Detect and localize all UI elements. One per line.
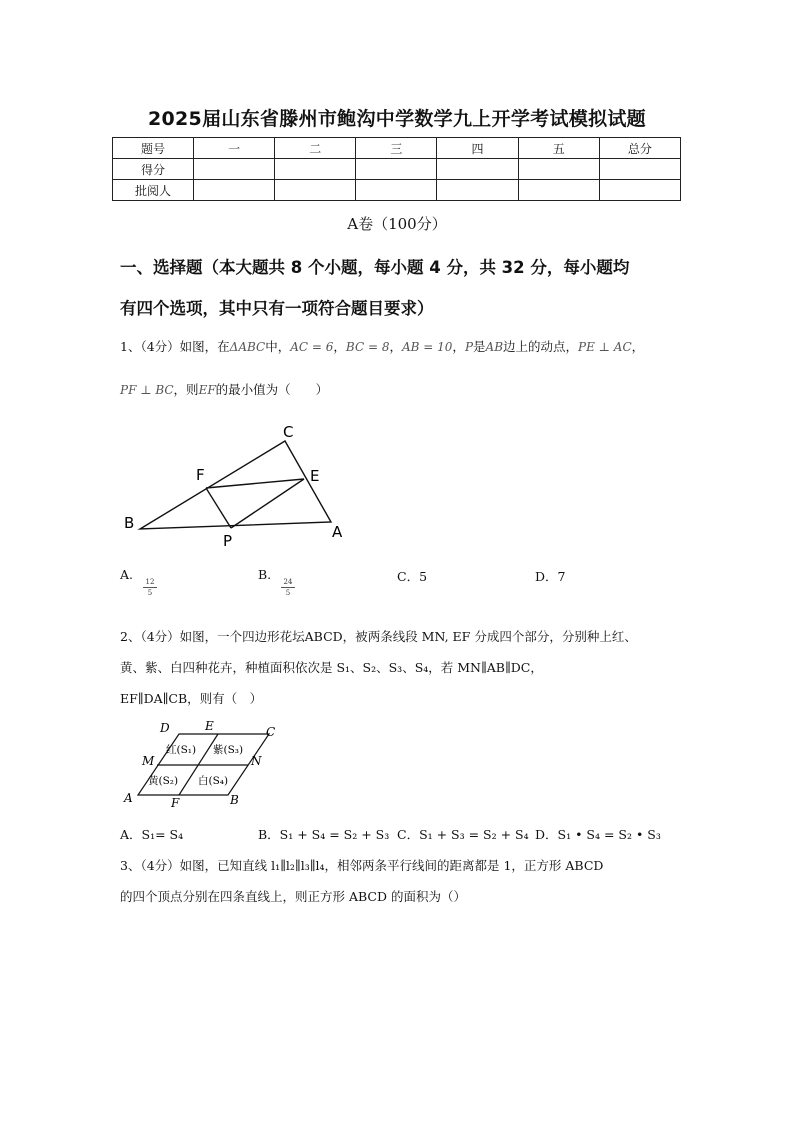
section-a-heading: A卷（100分） xyxy=(347,215,447,233)
table-cell: 得分 xyxy=(113,159,194,180)
label-c: C xyxy=(283,425,294,441)
label-c: C xyxy=(266,725,276,739)
table-row xyxy=(113,180,681,201)
question-3-line1: 3、（4分）如图，已知直线 l₁∥l₂∥l₃∥l₄，相邻两条平行线间的距离都是 1，正方形 ABCD xyxy=(120,858,604,873)
q2-option-d: D．S₁ • S₄ = S₂ • S₃ xyxy=(535,827,661,842)
label-d: D xyxy=(160,721,170,735)
table-cell xyxy=(518,180,599,201)
math: AB = 10 xyxy=(401,340,453,354)
score-table xyxy=(112,137,681,201)
question-2-line1: 2、（4分）如图，一个四边形花坛ABCD，被两条线段 MN, EF 分成四个部分，分别种上红、 xyxy=(120,629,637,644)
math: ΔABC xyxy=(229,340,266,354)
table-cell xyxy=(437,159,518,180)
question-2-line2: 黄、紫、白四种花卉，种植面积依次是 S₁、S₂、S₃、S₄，若 MN∥AB∥DC， xyxy=(120,660,543,675)
table-cell xyxy=(275,180,356,201)
question-1-line1 xyxy=(120,337,644,355)
text: 中， xyxy=(265,339,291,354)
segment-pe xyxy=(231,479,304,528)
label-b: B xyxy=(230,793,239,807)
table-cell xyxy=(194,159,275,180)
math: AB xyxy=(485,340,504,354)
parallelogram-figure xyxy=(120,719,290,811)
text: ， xyxy=(631,339,645,354)
denominator: 5 xyxy=(285,589,291,597)
q2-option-b: B．S₁ + S₄ = S₂ + S₃ xyxy=(258,827,390,842)
text: 的最小值为（ ） xyxy=(215,382,329,397)
text: 是 xyxy=(473,339,486,354)
label-e: E xyxy=(310,467,320,485)
table-cell xyxy=(356,180,437,201)
label-purple-s3: 紫(S₃) xyxy=(213,744,244,756)
table-cell xyxy=(437,180,518,201)
q1-option-c: C．5 xyxy=(397,569,428,584)
label-white-s4: 白(S₄) xyxy=(198,775,229,787)
label-m: M xyxy=(142,754,155,768)
text: ， xyxy=(389,339,402,354)
text: ，则 xyxy=(173,382,199,397)
score-table-header-row xyxy=(113,138,681,159)
page-title: 2025届山东省滕州市鲍沟中学数学九上开学考试模拟试题 xyxy=(148,108,646,130)
label-a: A xyxy=(332,523,343,541)
triangle-figure xyxy=(118,425,358,555)
segment-pf xyxy=(206,488,231,528)
label-red-s1: 红(S₁) xyxy=(166,744,197,756)
q2-option-c: C．S₁ + S₃ = S₂ + S₄ xyxy=(397,827,529,842)
table-cell: 五 xyxy=(518,138,599,159)
q1-option-b-fraction xyxy=(281,578,295,597)
table-cell xyxy=(599,159,680,180)
section-heading-line2: 有四个选项，其中只有一项符合题目要求） xyxy=(120,299,434,318)
table-cell xyxy=(518,159,599,180)
denominator: 5 xyxy=(147,589,153,597)
question-3-line2: 的四个顶点分别在四条直线上，则正方形 ABCD 的面积为（） xyxy=(120,889,466,904)
math: PE ⊥ AC xyxy=(578,340,632,354)
label-yellow-s2: 黄(S₂) xyxy=(148,775,179,787)
question-1-line2 xyxy=(120,380,328,398)
math: PF ⊥ BC xyxy=(120,383,174,397)
text: 边上的动点， xyxy=(503,339,579,354)
table-cell xyxy=(275,159,356,180)
table-cell xyxy=(194,180,275,201)
table-cell: 三 xyxy=(356,138,437,159)
label-a: A xyxy=(124,791,133,805)
table-cell: 四 xyxy=(437,138,518,159)
numerator: 12 xyxy=(145,578,155,586)
q1-option-a-fraction xyxy=(143,578,157,597)
table-cell: 批阅人 xyxy=(113,180,194,201)
label-f: F xyxy=(196,466,205,484)
table-cell: 题号 xyxy=(113,138,194,159)
question-2-line3: EF∥DA∥CB，则有（ ） xyxy=(120,691,263,706)
q1-option-d: D．7 xyxy=(535,569,566,584)
label-b: B xyxy=(124,514,135,532)
section-heading-line1: 一、选择题（本大题共 8 个小题，每小题 4 分，共 32 分，每小题均 xyxy=(120,258,630,277)
table-cell xyxy=(599,180,680,201)
table-cell xyxy=(356,159,437,180)
label-e: E xyxy=(205,719,214,733)
label-f: F xyxy=(171,796,180,810)
q2-option-a: A．S₁= S₄ xyxy=(120,827,184,842)
table-row xyxy=(113,159,681,180)
label-n: N xyxy=(251,754,262,768)
numerator: 24 xyxy=(283,578,293,586)
q1-option-b: B. xyxy=(258,567,272,582)
math: EF xyxy=(198,383,216,397)
math: BC = 8 xyxy=(345,340,390,354)
text: ， xyxy=(452,339,465,354)
math: P xyxy=(464,340,474,354)
table-cell: 一 xyxy=(194,138,275,159)
text: ， xyxy=(333,339,346,354)
q1-option-a: A. xyxy=(120,567,134,582)
label-p: P xyxy=(223,532,233,550)
text: 1、（4分）如图，在 xyxy=(120,339,230,354)
table-cell: 二 xyxy=(275,138,356,159)
math: AC = 6 xyxy=(290,340,334,354)
table-cell: 总分 xyxy=(599,138,680,159)
